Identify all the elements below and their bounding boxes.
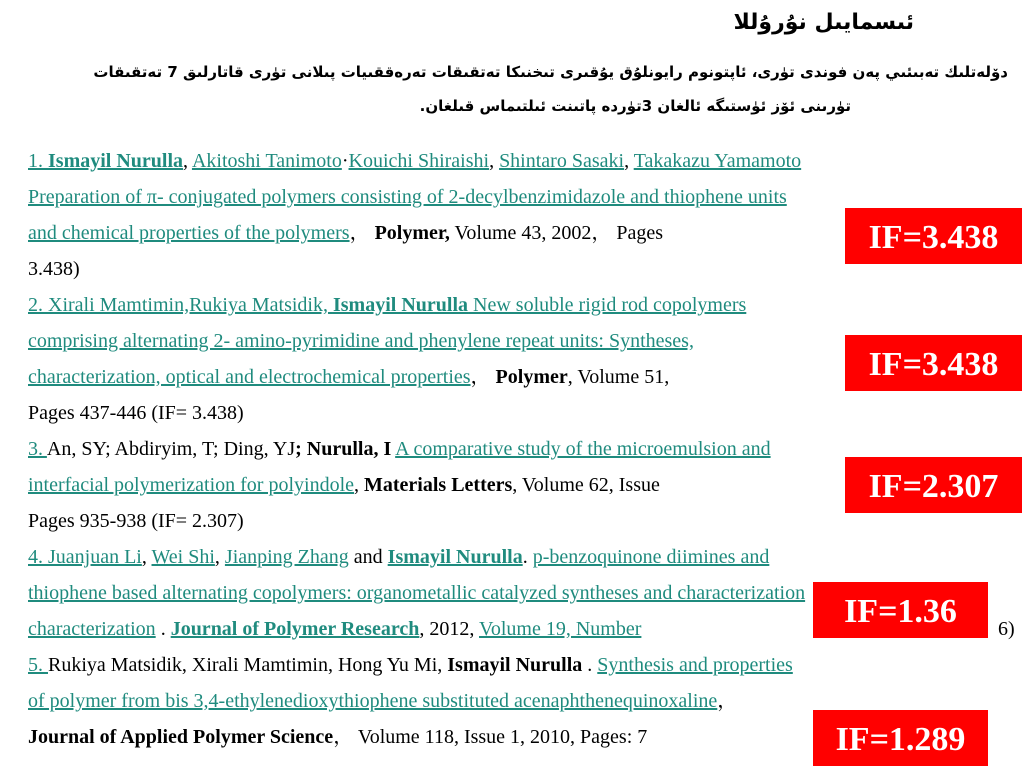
ref5-sep: . bbox=[582, 654, 598, 676]
ref2-authors-link[interactable]: 2. Xirali Mamtimin,Rukiya Matsidik, bbox=[28, 294, 333, 316]
ref1-sep: · bbox=[341, 150, 349, 172]
ref2-author-nurulla-link[interactable]: Ismayil Nurulla bbox=[332, 294, 469, 316]
ref4-sep: , bbox=[214, 546, 225, 568]
ref4-if-tail: 6) bbox=[998, 618, 1015, 640]
ref2-journal: Polymer bbox=[495, 366, 568, 388]
ref3-journal: Materials Letters bbox=[364, 474, 513, 496]
ref2-line1 bbox=[28, 287, 1018, 323]
ref1-punct: ， bbox=[349, 222, 375, 244]
ref5-sep: , bbox=[437, 654, 448, 676]
ref1-sep: , bbox=[489, 150, 500, 172]
ref5-author-nurulla: Ismayil Nurulla bbox=[447, 654, 583, 676]
ref3-title-link[interactable]: A comparative study of the microemulsion and bbox=[395, 438, 771, 460]
ref2-pages: Pages 437-446 (IF= 3.438) bbox=[28, 402, 244, 424]
ref2-title-link-end[interactable]: characterization, optical and electrochemical properties bbox=[28, 366, 471, 388]
ref5-title-link-cont[interactable]: of polymer from bis 3,4-ethylenedioxythiophene substituted acenaphthenequinoxaline bbox=[28, 690, 718, 712]
ref4-title-link[interactable]: p-benzoquinone diimines and bbox=[532, 546, 770, 568]
ref4-sep: , bbox=[141, 546, 152, 568]
impact-factor-badge-5: IF=1.289 bbox=[811, 708, 990, 768]
ref1-title-link[interactable]: Preparation of π- conjugated polymers consisting of 2-decylbenzimidazole and thiophene units bbox=[28, 186, 787, 208]
ref5-volume: ， Volume 118, Issue 1, 2010, Pages: 7 bbox=[333, 726, 648, 748]
header-description-line2: تۈرىنى ئۆز ئۈستىگە ئالغان 3تۈردە پاتىنت ئىلتىماس قىلغان. bbox=[419, 97, 851, 115]
ref1-number-link[interactable]: 1. bbox=[28, 150, 48, 172]
ref1-author-nurulla-link[interactable]: Ismayil Nurulla bbox=[48, 150, 184, 172]
ref4-journal-link[interactable]: Journal of Polymer Research bbox=[170, 618, 420, 640]
ref4-title-link-cont[interactable]: thiophene based alternating copolymers: organometallic catalyzed syntheses and characterization bbox=[28, 582, 806, 604]
ref1-sep: , bbox=[624, 150, 634, 172]
ref1-sep: , bbox=[183, 150, 192, 172]
impact-factor-badge-2: IF=3.438 bbox=[843, 333, 1024, 393]
ref3-author-nurulla: ; Nurulla, I bbox=[295, 438, 392, 460]
ref3-sep: , bbox=[354, 474, 364, 496]
ref3-number-link[interactable]: 3. bbox=[28, 438, 47, 460]
ref5-title-link[interactable]: Synthesis and properties bbox=[597, 654, 793, 676]
ref1-author-sasaki-link[interactable]: Shintaro Sasaki bbox=[499, 150, 625, 172]
impact-factor-badge-3: IF=2.307 bbox=[843, 455, 1024, 515]
ref1-journal: Polymer, bbox=[374, 222, 450, 244]
ref4-sep: . bbox=[522, 546, 533, 568]
ref2-title-link[interactable]: New soluble rigid rod copolymers bbox=[468, 294, 747, 316]
ref5-number-link[interactable]: 5. bbox=[28, 654, 48, 676]
ref4-author-shi-link[interactable]: Wei Shi bbox=[151, 546, 215, 568]
ref2-line4 bbox=[28, 395, 1018, 431]
ref4-year: , 2012, bbox=[419, 618, 479, 640]
ref1-if-tail: 3.438) bbox=[28, 258, 80, 280]
ref4-and: and bbox=[348, 546, 388, 568]
ref4-author-nurulla-link[interactable]: Ismayil Nurulla bbox=[387, 546, 523, 568]
ref1-author-yamamoto-link[interactable]: Takakazu Yamamoto bbox=[633, 150, 802, 172]
ref4-title-link-end[interactable]: characterization bbox=[28, 618, 156, 640]
ref4-sep: . bbox=[155, 618, 171, 640]
ref3-volume: , Volume 62, Issue bbox=[512, 474, 660, 496]
ref1-title-link-cont[interactable]: and chemical properties of the polymers bbox=[28, 222, 350, 244]
impact-factor-badge-4: IF=1.36 bbox=[811, 580, 990, 640]
ref4-volume-link[interactable]: Volume 19, Number bbox=[479, 618, 642, 640]
header-title: ئىسمايىل نۇرۇللا bbox=[733, 10, 914, 35]
ref2-punct: ， bbox=[470, 366, 496, 388]
ref4-author-zhang-link[interactable]: Jianping Zhang bbox=[224, 546, 349, 568]
header-description-line1: دۆلەتلىك تەبىئىي پەن فوندى تۈرى، ئاپتونوم رايونلۇق يۇقىرى تىخنىكا تەتقىقات تەرەققىيات پىلانى تۈرى قاتارلىق 7 تەتقىقات bbox=[93, 63, 1008, 81]
ref2-title-link-cont[interactable]: comprising alternating 2- amino-pyrimidine and phenylene repeat units: Syntheses, bbox=[28, 330, 694, 352]
ref5-journal: Journal of Applied Polymer Science bbox=[28, 726, 334, 748]
ref5-line1 bbox=[28, 647, 1018, 683]
ref4-line1 bbox=[28, 539, 1018, 575]
ref4-author-li-link[interactable]: 4. Juanjuan Li bbox=[28, 546, 142, 568]
ref3-pages: Pages 935-938 (IF= 2.307) bbox=[28, 510, 244, 532]
ref5-authors: Rukiya Matsidik, Xirali Mamtimin, Hong Yu Mi bbox=[48, 654, 438, 676]
ref3-authors: An, SY; Abdiryim, T; Ding, YJ bbox=[46, 438, 296, 460]
ref5-punct: ， bbox=[717, 690, 738, 712]
ref1-author-tanimoto-link[interactable]: Akitoshi Tanimoto bbox=[191, 150, 342, 172]
ref2-volume: , Volume 51, bbox=[567, 366, 670, 388]
ref1-author-shiraishi-link[interactable]: Kouichi Shiraishi bbox=[348, 150, 490, 172]
ref3-title-link-cont[interactable]: interfacial polymerization for polyindole bbox=[28, 474, 354, 496]
ref1-volume: Volume 43, 2002， Pages bbox=[449, 222, 664, 244]
ref1-line1 bbox=[28, 143, 1018, 179]
impact-factor-badge-1: IF=3.438 bbox=[843, 206, 1024, 266]
